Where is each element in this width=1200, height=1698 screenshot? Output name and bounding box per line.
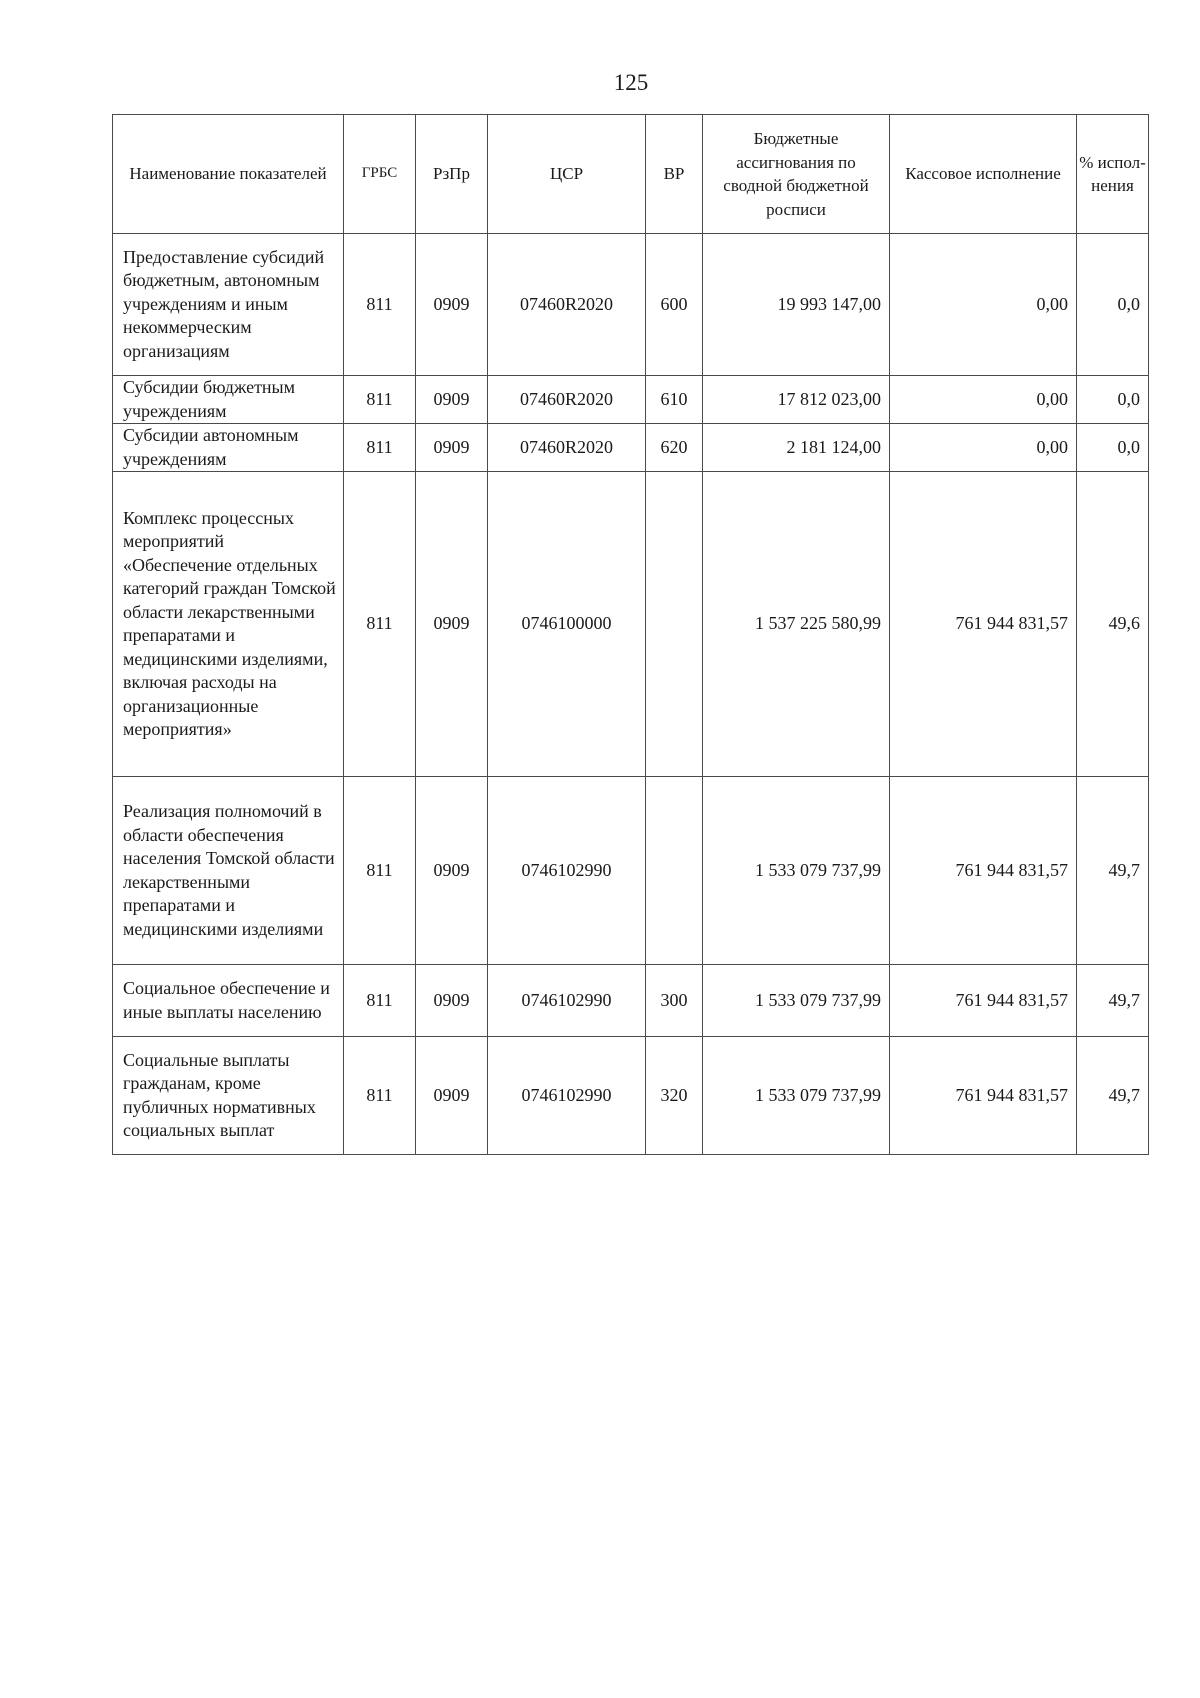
row-allocations: 1 533 079 737,99 bbox=[703, 777, 890, 965]
row-allocations: 17 812 023,00 bbox=[703, 376, 890, 424]
row-rzpr: 0909 bbox=[416, 965, 488, 1037]
row-percent: 0,0 bbox=[1077, 376, 1149, 424]
row-percent: 0,0 bbox=[1077, 234, 1149, 376]
row-percent: 49,7 bbox=[1077, 965, 1149, 1037]
page-number: 125 bbox=[613, 70, 649, 95]
row-name: Субсидии бюджетным учреждениям bbox=[113, 376, 344, 424]
row-grbs: 811 bbox=[344, 965, 416, 1037]
row-allocations: 1 533 079 737,99 bbox=[703, 965, 890, 1037]
row-cash: 761 944 831,57 bbox=[890, 472, 1077, 777]
row-vr bbox=[646, 777, 703, 965]
budget-execution-table bbox=[112, 114, 1149, 1155]
row-allocations: 2 181 124,00 bbox=[703, 424, 890, 472]
row-cash: 761 944 831,57 bbox=[890, 1037, 1077, 1155]
table-header-row bbox=[113, 115, 1149, 234]
row-rzpr: 0909 bbox=[416, 424, 488, 472]
row-csr: 0746100000 bbox=[488, 472, 646, 777]
row-rzpr: 0909 bbox=[416, 777, 488, 965]
row-name: Социальные выплаты гражданам, кроме публичных нормативных социальных выплат bbox=[113, 1037, 344, 1155]
row-grbs: 811 bbox=[344, 1037, 416, 1155]
row-name: Субсидии автономным учреждениям bbox=[113, 424, 344, 472]
row-rzpr: 0909 bbox=[416, 234, 488, 376]
row-percent: 0,0 bbox=[1077, 424, 1149, 472]
row-percent: 49,6 bbox=[1077, 472, 1149, 777]
row-allocations: 19 993 147,00 bbox=[703, 234, 890, 376]
row-csr: 0746102990 bbox=[488, 777, 646, 965]
row-vr: 620 bbox=[646, 424, 703, 472]
row-grbs: 811 bbox=[344, 376, 416, 424]
header-csr: ЦСР bbox=[488, 115, 646, 234]
row-cash: 0,00 bbox=[890, 234, 1077, 376]
row-name: Социальное обеспечение и иные выплаты населению bbox=[113, 965, 344, 1037]
row-cash: 761 944 831,57 bbox=[890, 777, 1077, 965]
row-rzpr: 0909 bbox=[416, 472, 488, 777]
row-vr: 600 bbox=[646, 234, 703, 376]
row-percent: 49,7 bbox=[1077, 777, 1149, 965]
row-csr: 0746102990 bbox=[488, 1037, 646, 1155]
table-row bbox=[113, 424, 1149, 472]
table-row bbox=[113, 777, 1149, 965]
row-rzpr: 0909 bbox=[416, 1037, 488, 1155]
header-allocations: Бюджетные ассигнования по сводной бюджетной росписи bbox=[703, 115, 890, 234]
row-rzpr: 0909 bbox=[416, 376, 488, 424]
header-name: Наименование показателей bbox=[113, 115, 344, 234]
row-allocations: 1 537 225 580,99 bbox=[703, 472, 890, 777]
header-cash: Кассовое исполнение bbox=[890, 115, 1077, 234]
row-csr: 0746102990 bbox=[488, 965, 646, 1037]
table-row bbox=[113, 965, 1149, 1037]
table-row bbox=[113, 1037, 1149, 1155]
row-vr: 320 bbox=[646, 1037, 703, 1155]
row-name: Комплекс процессных мероприятий «Обеспечение отдельных категорий граждан Томской области лекарственными препаратами и медицинскими изделиями, включая расходы на организационные мероприятия» bbox=[113, 472, 344, 777]
header-grbs: ГРБС bbox=[344, 115, 416, 234]
row-vr bbox=[646, 472, 703, 777]
row-cash: 0,00 bbox=[890, 376, 1077, 424]
row-vr: 300 bbox=[646, 965, 703, 1037]
row-grbs: 811 bbox=[344, 234, 416, 376]
row-grbs: 811 bbox=[344, 424, 416, 472]
row-grbs: 811 bbox=[344, 777, 416, 965]
row-percent: 49,7 bbox=[1077, 1037, 1149, 1155]
row-name: Реализация полномочий в области обеспечения населения Томской области лекарственными препаратами и медицинскими изделиями bbox=[113, 777, 344, 965]
row-cash: 761 944 831,57 bbox=[890, 965, 1077, 1037]
header-rzpr: РзПр bbox=[416, 115, 488, 234]
table-row bbox=[113, 472, 1149, 777]
row-csr: 07460R2020 bbox=[488, 234, 646, 376]
header-percent: % испол-нения bbox=[1077, 115, 1149, 234]
row-cash: 0,00 bbox=[890, 424, 1077, 472]
row-csr: 07460R2020 bbox=[488, 424, 646, 472]
row-grbs: 811 bbox=[344, 472, 416, 777]
row-csr: 07460R2020 bbox=[488, 376, 646, 424]
table-row bbox=[113, 234, 1149, 376]
row-vr: 610 bbox=[646, 376, 703, 424]
row-allocations: 1 533 079 737,99 bbox=[703, 1037, 890, 1155]
row-name: Предоставление субсидий бюджетным, автономным учреждениям и иным некоммерческим организациям bbox=[113, 234, 344, 376]
header-vr: ВР bbox=[646, 115, 703, 234]
table-row bbox=[113, 376, 1149, 424]
